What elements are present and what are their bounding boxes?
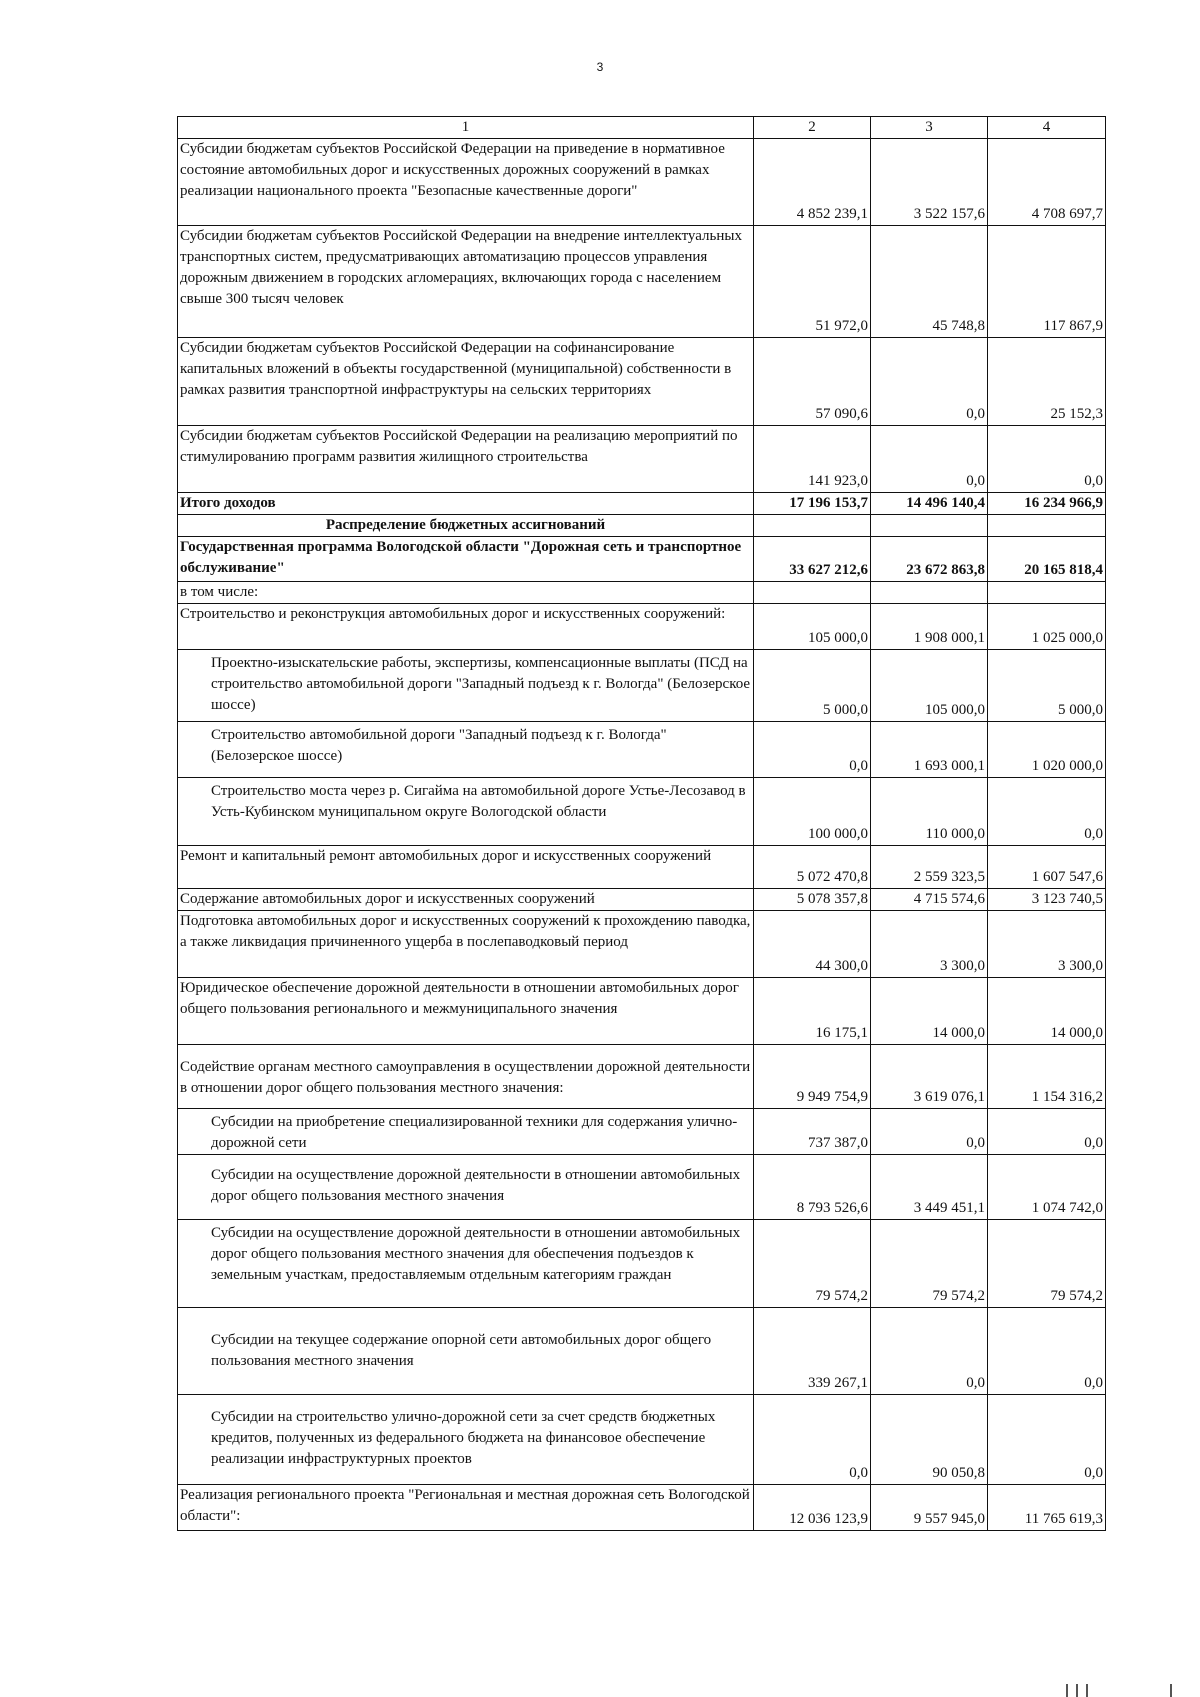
value-cell: 737 387,0 (754, 1109, 871, 1155)
table-row (178, 889, 1106, 911)
row-label: в том числе: (178, 582, 754, 604)
value-cell: 0,0 (871, 1308, 988, 1395)
table-row (178, 846, 1106, 889)
table-row (178, 778, 1106, 846)
page-number: 3 (596, 60, 604, 74)
value-cell: 1 154 316,2 (988, 1045, 1106, 1109)
value-cell: 110 000,0 (871, 778, 988, 846)
income-total-row (178, 493, 1106, 515)
row-label: Субсидии на строительство улично-дорожной сети за счет средств бюджетных кредитов, полученных из федерального бюджета на финансовое обеспечение реализации инфраструктурных проектов (178, 1395, 754, 1485)
row-label: Субсидии бюджетам субъектов Российской Федерации на внедрение интеллектуальных транспортных систем, предусматривающих автоматизацию процессов управления дорожным движением в городских агломерациях, включающих города с населением свыше 300 тысяч человек (178, 226, 754, 338)
value-cell: 25 152,3 (988, 338, 1106, 426)
value-cell: 0,0 (988, 426, 1106, 493)
value-cell: 0,0 (871, 1109, 988, 1155)
value-cell: 14 000,0 (871, 978, 988, 1045)
section-heading: Распределение бюджетных ассигнований (178, 515, 754, 537)
row-label: Строительство и реконструкция автомобильных дорог и искусственных сооружений: (178, 604, 754, 650)
value-cell: 79 574,2 (988, 1220, 1106, 1308)
scan-mark (1170, 1684, 1172, 1697)
table-row (178, 1155, 1106, 1220)
value-cell: 23 672 863,8 (871, 537, 988, 582)
value-cell: 45 748,8 (871, 226, 988, 338)
value-cell: 33 627 212,6 (754, 537, 871, 582)
value-cell: 14 000,0 (988, 978, 1106, 1045)
value-cell: 117 867,9 (988, 226, 1106, 338)
value-cell: 16 234 966,9 (988, 493, 1106, 515)
table-row (178, 582, 1106, 604)
header-cell: 4 (988, 117, 1106, 139)
row-label: Юридическое обеспечение дорожной деятельности в отношении автомобильных дорог общего пользования регионального и межмуниципального значения (178, 978, 754, 1045)
row-label: Ремонт и капитальный ремонт автомобильных дорог и искусственных сооружений (178, 846, 754, 889)
empty-cell (988, 582, 1106, 604)
value-cell: 1 693 000,1 (871, 722, 988, 778)
value-cell: 0,0 (871, 426, 988, 493)
value-cell: 9 557 945,0 (871, 1485, 988, 1531)
empty-cell (871, 582, 988, 604)
row-label: Субсидии бюджетам субъектов Российской Федерации на софинансирование капитальных вложений в объекты государственной (муниципальной) собственности в рамках развития транспортной инфраструктуры на сельских территориях (178, 338, 754, 426)
row-label: Субсидии на осуществление дорожной деятельности в отношении автомобильных дорог общего пользования местного значения (178, 1155, 754, 1220)
value-cell: 3 619 076,1 (871, 1045, 988, 1109)
table-row (178, 426, 1106, 493)
value-cell: 1 025 000,0 (988, 604, 1106, 650)
value-cell: 16 175,1 (754, 978, 871, 1045)
table-row (178, 1485, 1106, 1531)
row-label: Строительство автомобильной дороги "Западный подъезд к г. Вологда" (Белозерское шоссе) (178, 722, 754, 778)
row-label: Реализация регионального проекта "Региональная и местная дорожная сеть Вологодской области": (178, 1485, 754, 1531)
row-label: Субсидии на текущее содержание опорной сети автомобильных дорог общего пользования местного значения (178, 1308, 754, 1395)
value-cell: 0,0 (988, 1395, 1106, 1485)
row-label: Субсидии бюджетам субъектов Российской Федерации на реализацию мероприятий по стимулированию программ развития жилищного строительства (178, 426, 754, 493)
value-cell: 141 923,0 (754, 426, 871, 493)
value-cell: 17 196 153,7 (754, 493, 871, 515)
value-cell: 79 574,2 (871, 1220, 988, 1308)
value-cell: 14 496 140,4 (871, 493, 988, 515)
header-cell: 3 (871, 117, 988, 139)
scan-mark (1066, 1684, 1068, 1697)
table-row (178, 1395, 1106, 1485)
table-row (178, 650, 1106, 722)
row-label: Подготовка автомобильных дорог и искусственных сооружений к прохождению паводка, а также ликвидация причиненного ущерба в послепаводковый период (178, 911, 754, 978)
value-cell: 3 522 157,6 (871, 139, 988, 226)
header-cell: 1 (178, 117, 754, 139)
value-cell: 0,0 (988, 778, 1106, 846)
value-cell: 90 050,8 (871, 1395, 988, 1485)
empty-cell (988, 515, 1106, 537)
value-cell: 1 607 547,6 (988, 846, 1106, 889)
value-cell: 0,0 (988, 1308, 1106, 1395)
value-cell: 0,0 (754, 722, 871, 778)
value-cell: 4 708 697,7 (988, 139, 1106, 226)
table-row (178, 911, 1106, 978)
scan-mark (1086, 1684, 1088, 1697)
empty-cell (754, 515, 871, 537)
value-cell: 339 267,1 (754, 1308, 871, 1395)
value-cell: 3 300,0 (871, 911, 988, 978)
table-row (178, 978, 1106, 1045)
table-row (178, 139, 1106, 226)
value-cell: 8 793 526,6 (754, 1155, 871, 1220)
value-cell: 4 715 574,6 (871, 889, 988, 911)
header-cell: 2 (754, 117, 871, 139)
value-cell: 2 559 323,5 (871, 846, 988, 889)
value-cell: 100 000,0 (754, 778, 871, 846)
value-cell: 4 852 239,1 (754, 139, 871, 226)
table-header-row (178, 117, 1106, 139)
row-label: Государственная программа Вологодской области "Дорожная сеть и транспортное обслуживание" (178, 537, 754, 582)
row-label: Итого доходов (178, 493, 754, 515)
value-cell: 1 020 000,0 (988, 722, 1106, 778)
table-row (178, 1220, 1106, 1308)
value-cell: 79 574,2 (754, 1220, 871, 1308)
row-label: Содержание автомобильных дорог и искусственных сооружений (178, 889, 754, 911)
value-cell: 5 000,0 (988, 650, 1106, 722)
table-row (178, 1045, 1106, 1109)
row-label: Строительство моста через р. Сигайма на автомобильной дороге Устье-Лесозавод в Усть-Кубинском муниципальном округе Вологодской области (178, 778, 754, 846)
value-cell: 51 972,0 (754, 226, 871, 338)
empty-cell (754, 582, 871, 604)
row-label: Проектно-изыскательские работы, экспертизы, компенсационные выплаты (ПСД на строительство автомобильной дороги "Западный подъезд к г. Вологда" (Белозерское шоссе) (178, 650, 754, 722)
program-row (178, 537, 1106, 582)
value-cell: 105 000,0 (754, 604, 871, 650)
row-label: Содействие органам местного самоуправления в осуществлении дорожной деятельности в отношении дорог общего пользования местного значения: (178, 1045, 754, 1109)
value-cell: 5 000,0 (754, 650, 871, 722)
value-cell: 9 949 754,9 (754, 1045, 871, 1109)
value-cell: 1 074 742,0 (988, 1155, 1106, 1220)
table-row (178, 1109, 1106, 1155)
value-cell: 0,0 (754, 1395, 871, 1485)
value-cell: 3 449 451,1 (871, 1155, 988, 1220)
value-cell: 3 300,0 (988, 911, 1106, 978)
table-row (178, 226, 1106, 338)
row-label: Субсидии на осуществление дорожной деятельности в отношении автомобильных дорог общего пользования местного значения для обеспечения подъездов к земельным участкам, предоставляемым отдельным категориям граждан (178, 1220, 754, 1308)
value-cell: 57 090,6 (754, 338, 871, 426)
scan-mark (1076, 1684, 1078, 1697)
table-row (178, 1308, 1106, 1395)
value-cell: 12 036 123,9 (754, 1485, 871, 1531)
row-label: Субсидии на приобретение специализированной техники для содержания улично-дорожной сети (178, 1109, 754, 1155)
value-cell: 0,0 (871, 338, 988, 426)
value-cell: 5 072 470,8 (754, 846, 871, 889)
row-label: Субсидии бюджетам субъектов Российской Федерации на приведение в нормативное состояние автомобильных дорог и искусственных дорожных сооружений в рамках реализации национального проекта "Безопасные качественные дороги" (178, 139, 754, 226)
value-cell: 44 300,0 (754, 911, 871, 978)
value-cell: 5 078 357,8 (754, 889, 871, 911)
table-row (178, 604, 1106, 650)
value-cell: 0,0 (988, 1109, 1106, 1155)
section-heading-row (178, 515, 1106, 537)
table-row (178, 722, 1106, 778)
value-cell: 3 123 740,5 (988, 889, 1106, 911)
value-cell: 20 165 818,4 (988, 537, 1106, 582)
value-cell: 11 765 619,3 (988, 1485, 1106, 1531)
table-row (178, 338, 1106, 426)
budget-table (177, 116, 1106, 1531)
empty-cell (871, 515, 988, 537)
value-cell: 1 908 000,1 (871, 604, 988, 650)
value-cell: 105 000,0 (871, 650, 988, 722)
